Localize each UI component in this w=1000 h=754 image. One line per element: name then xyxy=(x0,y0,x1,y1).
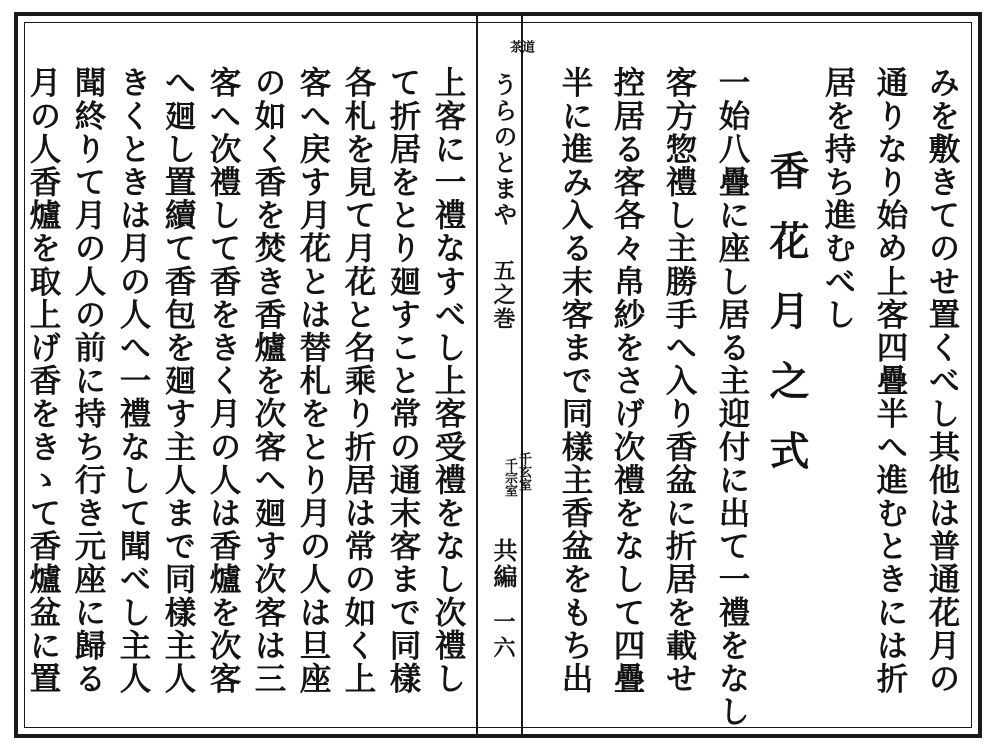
section-title: 香花月之式 xyxy=(763,150,810,500)
left-page-column-3: 各札を見て月花と名乘り折居は常の如く上 xyxy=(340,66,377,695)
right-page-body-column-3: 控居る客各々帛紗をさげ次禮をなして四疊 xyxy=(609,66,646,695)
left-page-column-8: きくときは月の人へ一禮なして聞べし主人 xyxy=(115,66,152,695)
volume-label: 五之巻 xyxy=(490,259,516,331)
left-page-column-9: 聞終りて月の人の前に持ち行き元座に歸る xyxy=(70,66,107,695)
editor-left-top: 千 xyxy=(502,458,517,471)
left-page-column-6: 客へ次禮して香をきく月の人は香爐を次客 xyxy=(205,66,242,695)
left-page-column-4: 客へ戻す月花とは替札をとり月の人は旦座 xyxy=(295,66,332,695)
page-number-text: 一六 xyxy=(490,610,516,662)
gutter-rule-right xyxy=(521,16,523,738)
editor-left xyxy=(476,458,516,497)
right-page-column-3: 居を持ち進むべし xyxy=(820,66,857,331)
editor-right-top: 千 xyxy=(516,452,531,465)
running-title xyxy=(481,72,521,331)
page-number xyxy=(481,610,521,662)
series-mark-right: 茶 xyxy=(507,40,522,53)
editor-suffix xyxy=(481,538,521,590)
left-page-column-5: の如く香を焚き香爐を次客へ廻す次客は三 xyxy=(250,66,287,695)
right-page-body-column-4: 半に進み入る末客まで同樣主香盆をもち出 xyxy=(557,66,594,695)
editor-suffix-text: 共編 xyxy=(489,538,518,590)
right-page-column-2: 通りなり始め上客四疊半へ進むときには折 xyxy=(872,66,909,695)
left-page-column-7: へ廻し置續て香包を廻す主人まで同樣主人 xyxy=(160,66,197,695)
right-page-body-column-2: 客方惣禮し主勝手へ入り香盆に折居を載せ xyxy=(661,66,698,695)
left-page-column-1: 上客に一禮なすべし上客受禮をなし次禮し xyxy=(430,66,467,695)
series-mark-left-column xyxy=(496,40,536,53)
gutter-rule-left xyxy=(476,16,478,738)
editor-left-bottom: 宗室 xyxy=(502,471,517,497)
left-page-column-2: て折居をとり廻すこと常の通末客まで同樣 xyxy=(385,66,422,695)
running-title-text: うらのとまや xyxy=(489,72,518,228)
left-page-column-10: 月の人香爐を取上げ香をきゝて香爐盆に置 xyxy=(25,66,62,695)
right-page-column-1: みを敷きてのせ置くべし其他は普通花月の xyxy=(924,66,961,695)
series-mark-left: 道 xyxy=(519,40,534,53)
editor-right-bottom: 玄室 xyxy=(516,465,531,491)
right-page-body-column-1: 一始八疊に座し居る主迎付に出て一禮をなし xyxy=(714,66,751,728)
